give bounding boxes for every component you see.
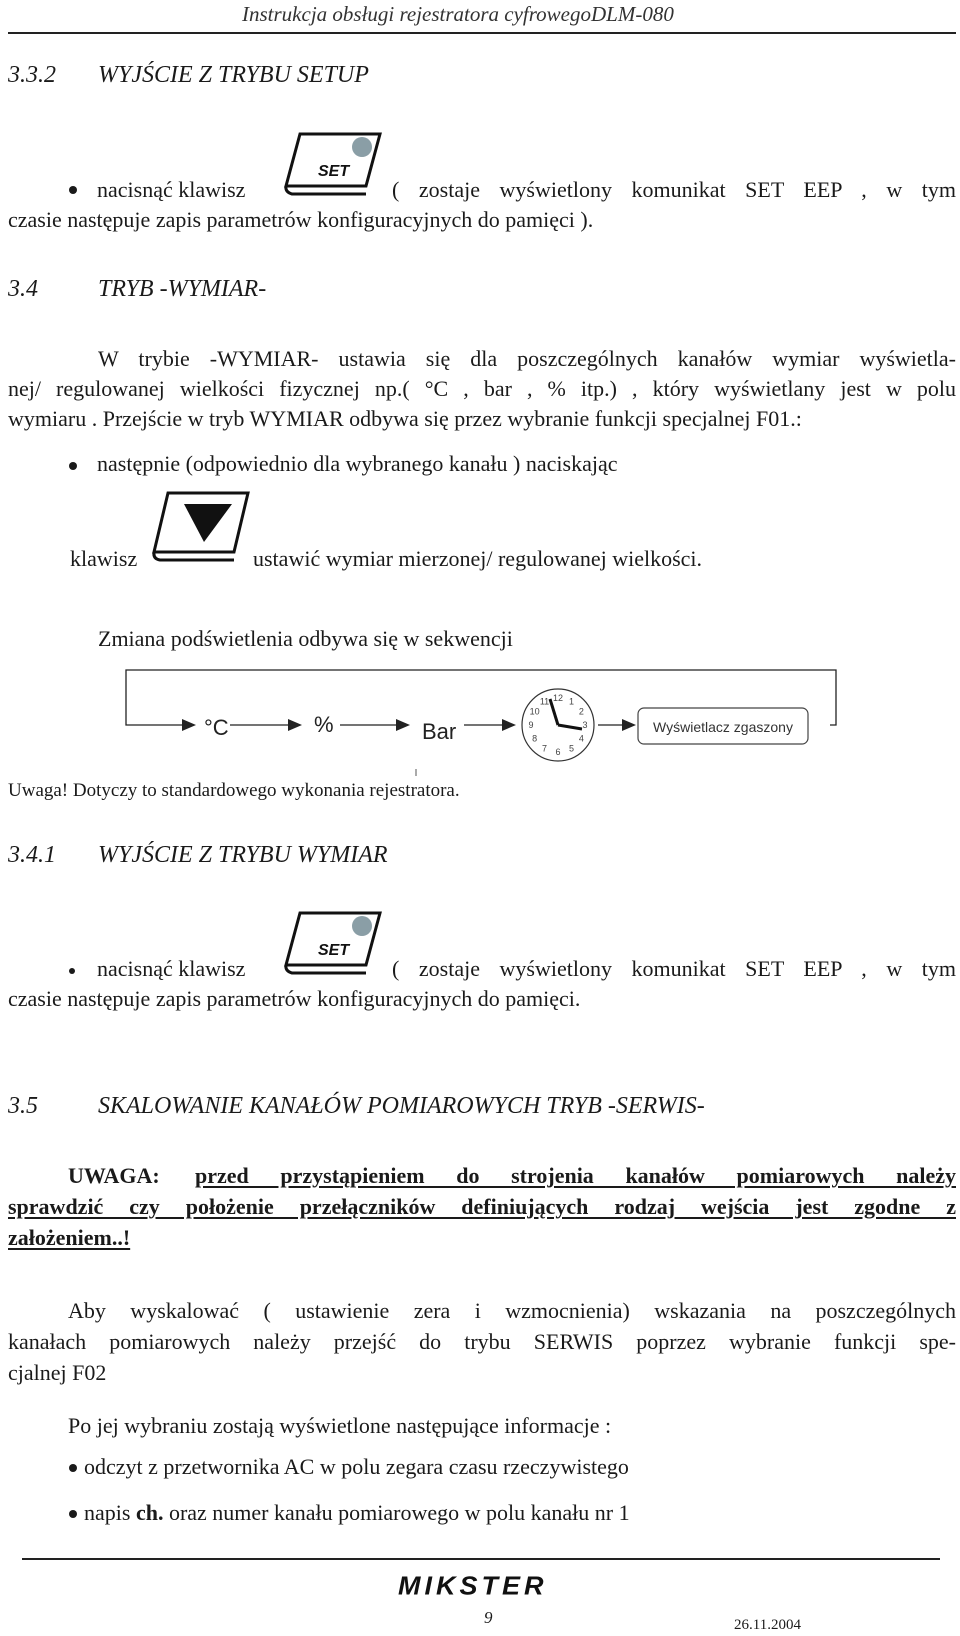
paragraph-line: Zmiana podświetlenia odbywa się w sekwencji: [98, 626, 513, 651]
bullet-text: następnie (odpowiednio dla wybranego kanału ) naciskając: [97, 451, 618, 476]
clock-numeral: 5: [568, 743, 575, 754]
section-title: WYJŚCIE Z TRYBU WYMIAR: [98, 842, 388, 868]
clock-numeral: 9: [528, 720, 534, 730]
bullet-text: nacisnąć klawisz: [97, 177, 246, 202]
bullet-text-continuation: ( zostaje wyświetlony komunikat SET EEP , w tym: [392, 956, 956, 981]
set-key-label: SET: [318, 163, 350, 180]
paragraph-line: wymiaru . Przejście w tryb WYMIAR odbywa się przez wybranie funkcji specjalnej F01.:: [8, 406, 802, 431]
paragraph-line: Po jej wybraniu zostają wyświetlone następujące informacje :: [68, 1413, 612, 1438]
down-arrow-key-icon: [152, 490, 252, 562]
clock-numeral: 11: [539, 696, 550, 707]
paragraph-line: kanałach pomiarowych należy przejść do trybu SERWIS poprzez wybranie funkcji spe-: [8, 1329, 956, 1354]
warning-text: sprawdzić czy położenie przełączników definiujących rodzaj wejścia jest zgodne z: [8, 1194, 956, 1219]
clock-numeral: 4: [578, 733, 584, 744]
bullet-text-bold: ch.: [135, 1500, 164, 1525]
section-number: 3.4: [8, 276, 38, 302]
set-key-icon: [282, 911, 384, 975]
section-title: TRYB -WYMIAR-: [98, 276, 267, 302]
paragraph-line: czasie następuje zapis parametrów konfiguracyjnych do pamięci ).: [8, 207, 594, 232]
bullet-text-pre: napis: [84, 1500, 131, 1525]
seq-percent: %: [314, 712, 334, 737]
document-header: Instrukcja obsługi rejestratora cyfrowegoDLM-080: [242, 2, 674, 26]
set-key-label: SET: [318, 942, 350, 959]
bullet-text: nacisnąć klawisz: [97, 956, 246, 981]
warning-text: założeniem..!: [8, 1225, 131, 1250]
bullet-dot: [69, 1464, 77, 1472]
clock-numeral: 7: [541, 743, 548, 754]
section-number: 3.3.2: [8, 62, 56, 88]
bullet-text-continuation: ( zostaje wyświetlony komunikat SET EEP , w tym: [392, 177, 956, 202]
header-rule: [8, 32, 956, 34]
page-number: 9: [484, 1608, 493, 1627]
section-title: WYJŚCIE Z TRYBU SETUP: [98, 62, 369, 88]
paragraph-line: czasie następuje zapis parametrów konfiguracyjnych do pamięci.: [8, 986, 581, 1011]
bullet-dot: [69, 1510, 77, 1518]
paragraph-line: W trybie -WYMIAR- ustawia się dla poszczególnych kanałów wymiar wyświetla-: [98, 346, 956, 371]
bullet-text: odczyt z przetwornika AC w polu zegara czasu rzeczywistego: [84, 1454, 629, 1479]
paragraph-line: nej/ regulowanej wielkości fizycznej np.( °C , bar , % itp.) , który wyświetlany jest w polu: [8, 376, 956, 401]
clock-icon: [522, 689, 594, 761]
clock-numeral: 2: [578, 706, 584, 717]
sequence-diagram: [118, 665, 848, 780]
footer-rule: [22, 1558, 940, 1560]
clock-numeral: 12: [552, 693, 564, 703]
bullet-dot: [69, 186, 77, 194]
note: Uwaga! Dotyczy to standardowego wykonania rejestratora.: [8, 780, 460, 801]
paragraph-line: cjalnej F02: [8, 1360, 107, 1385]
mikster-logo: MIKSTER: [398, 1571, 548, 1601]
klawisz-label: klawisz: [70, 546, 138, 571]
display-off-label: Wyświetlacz zgaszony: [653, 719, 793, 735]
footer-date: 26.11.2004: [734, 1617, 801, 1633]
section-number: 3.5: [8, 1093, 38, 1119]
bullet-text-post: oraz numer kanału pomiarowego w polu kanału nr 1: [168, 1500, 630, 1525]
set-key-icon: [282, 132, 384, 196]
clock-numeral: 3: [582, 720, 588, 730]
warning-label: UWAGA:: [68, 1163, 160, 1188]
seq-bar: Bar: [422, 719, 457, 744]
section-number: 3.4.1: [8, 842, 56, 868]
warning-text: przed przystąpieniem do strojenia kanałów pomiarowych należy: [195, 1163, 956, 1188]
bullet-dot: [69, 462, 77, 470]
bullet-dot: [69, 968, 75, 974]
clock-numeral: 8: [532, 733, 538, 744]
section-title: SKALOWANIE KANAŁÓW POMIAROWYCH TRYB -SERWIS-: [98, 1093, 705, 1119]
seq-celsius: °C: [204, 715, 229, 740]
clock-numeral: 1: [568, 696, 575, 707]
bullet-text: [84, 1500, 630, 1526]
paragraph-line: Aby wyskalować ( ustawienie zera i wzmocnienia) wskazania na poszczególnych: [68, 1298, 956, 1323]
clock-numeral: 6: [555, 747, 561, 757]
paragraph-line: ustawić wymiar mierzonej/ regulowanej wielkości.: [253, 546, 703, 571]
clock-numeral: 10: [529, 706, 540, 717]
